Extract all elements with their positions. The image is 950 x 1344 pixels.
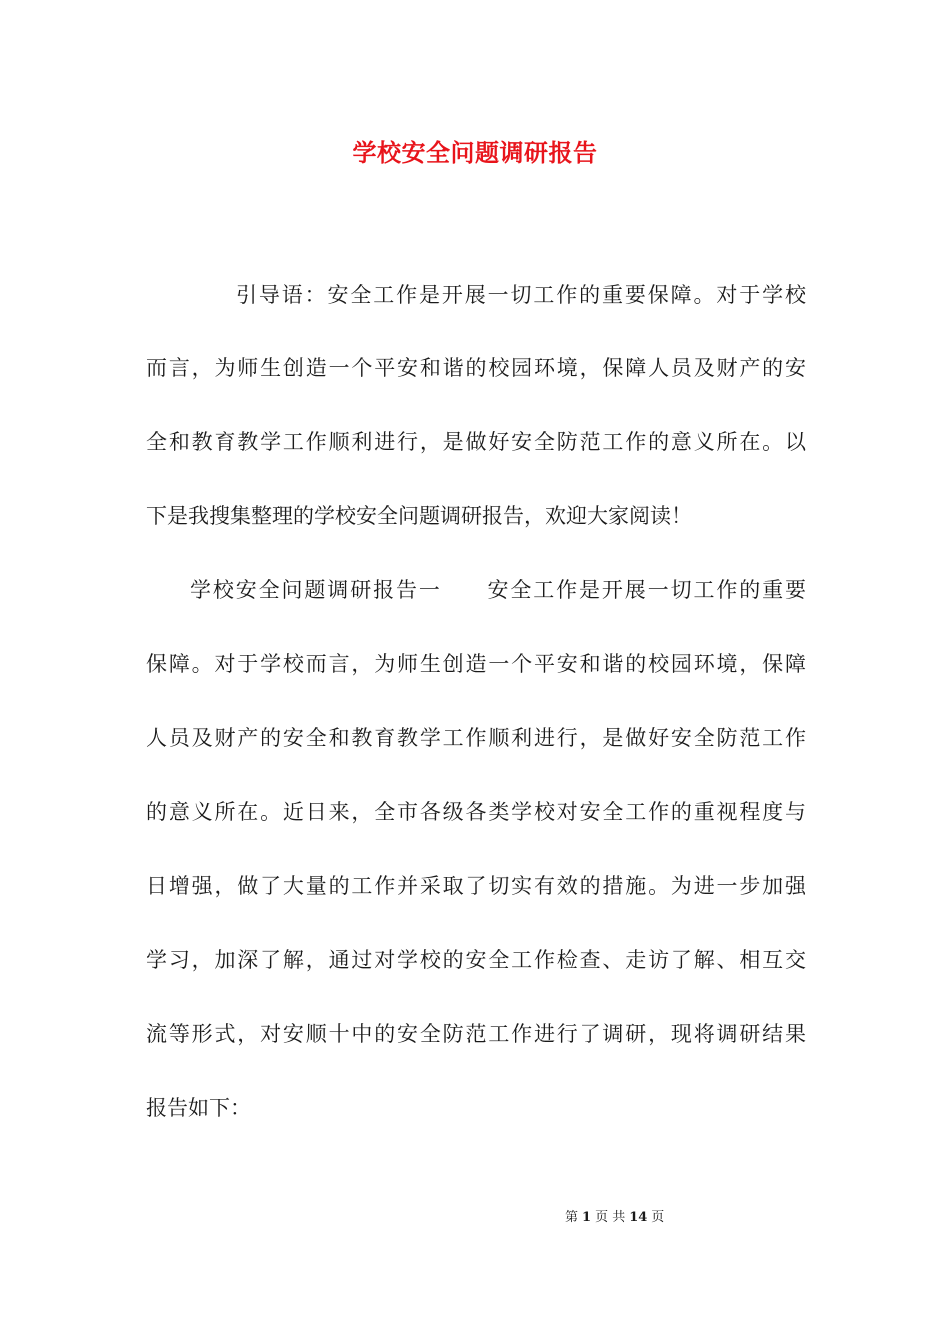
body-line-5: 学校安全问题调研报告一 安全工作是开展一切工作的重要 [190,578,806,602]
total-pages: 14 [629,1210,648,1225]
body-line-10: 学习，加深了解，通过对学校的安全工作检查、走访了解、相互交 [146,948,806,972]
body-line-7: 人员及财产的安全和教育教学工作顺利进行，是做好安全防范工作 [146,726,806,750]
body-line-4: 下是我搜集整理的学校安全问题调研报告，欢迎大家阅读！ [146,504,692,528]
footer-prefix: 第 [565,1210,579,1225]
current-page: 1 [582,1210,592,1225]
body-line-1: 引导语：安全工作是开展一切工作的重要保障。对于学校 [236,283,806,307]
body-line-2: 而言，为师生创造一个平安和谐的校园环境，保障人员及财产的安 [146,356,806,380]
body-line-3: 全和教育教学工作顺利进行，是做好安全防范工作的意义所在。以 [146,430,806,454]
body-line-6: 保障。对于学校而言，为师生创造一个平安和谐的校园环境，保障 [146,652,806,676]
page-number [565,1209,664,1227]
footer-suffix: 页 [651,1210,665,1225]
document-title: 学校安全问题调研报告 [352,138,598,167]
footer-middle: 页 共 [595,1210,626,1225]
body-line-12: 报告如下： [146,1096,251,1120]
body-line-11: 流等形式，对安顺十中的安全防范工作进行了调研，现将调研结果 [146,1022,806,1046]
body-line-9: 日增强，做了大量的工作并采取了切实有效的措施。为进一步加强 [146,874,806,898]
body-line-8: 的意义所在。近日来，全市各级各类学校对安全工作的重视程度与 [146,800,806,824]
